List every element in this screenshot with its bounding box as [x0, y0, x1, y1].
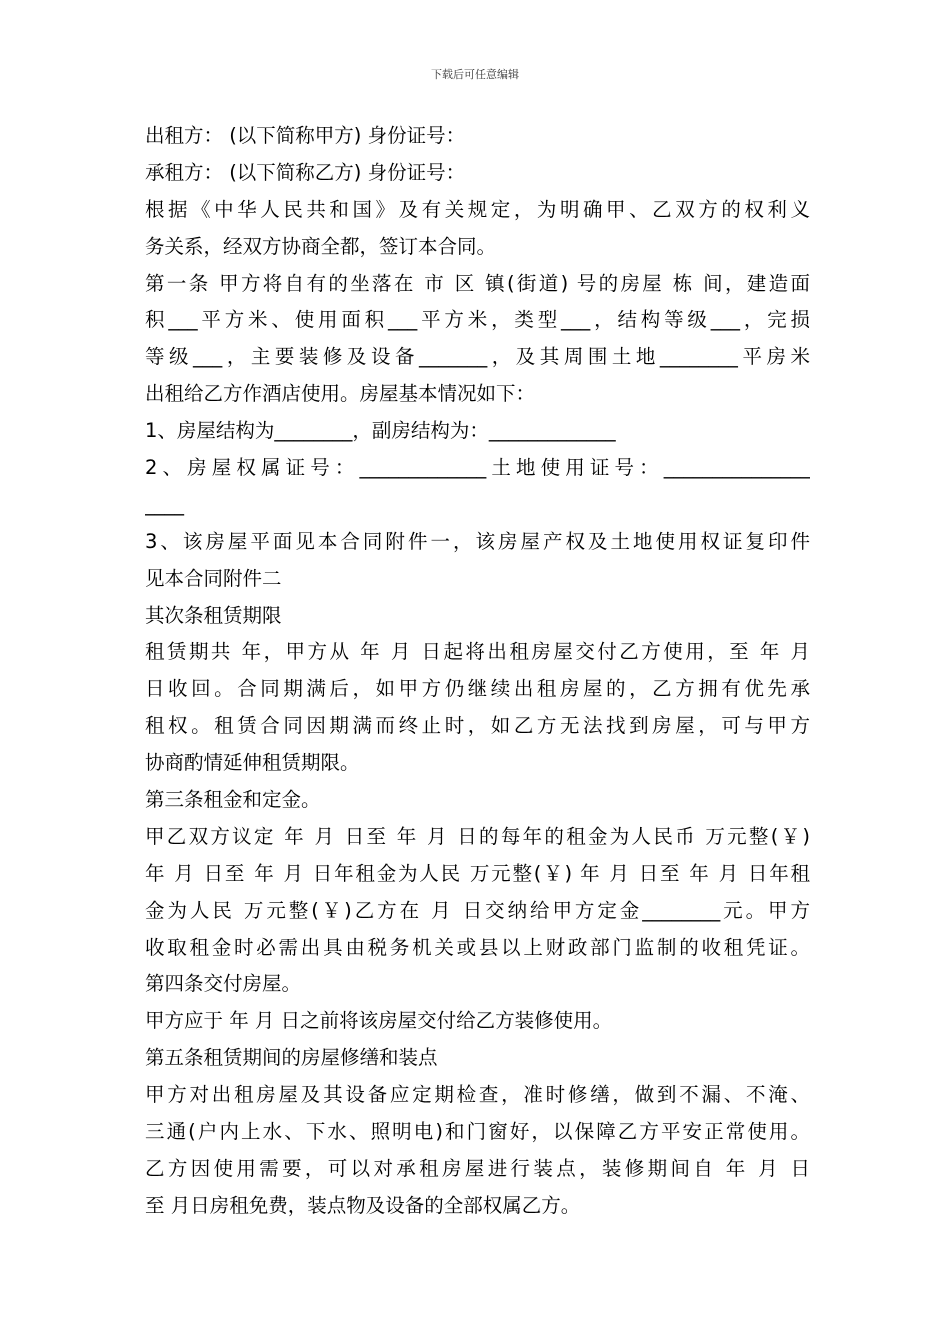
text-line: 协商酌情延伸租赁期限。 — [145, 751, 360, 775]
text-line: 出租给乙方作酒店使用。房屋基本情况如下： — [145, 382, 536, 406]
contract-body — [145, 118, 810, 1225]
text-line: 乙方因使用需要，可以对承租房屋进行装点，装修期间自 年 月 日 — [145, 1156, 810, 1180]
text-line: 第五条租赁期间的房屋修缮和装点 — [145, 1046, 438, 1070]
text-line: 至 月日房租免费，装点物及设备的全部权属乙方。 — [145, 1193, 581, 1217]
text-line: 务关系，经双方协商全都，签订本合同。 — [145, 234, 497, 258]
text-line: 3、该房屋平面见本合同附件一，该房屋产权及土地使用权证复印件 — [145, 529, 810, 553]
text-line: 金为人民 万元整(￥)乙方在 月 日交纳给甲方定金________元。甲方 — [145, 898, 810, 922]
text-line: 2、房屋权属证号：_____________土地使用证号：_______________ — [145, 456, 810, 480]
text-line: 第四条交付房屋。 — [145, 972, 302, 996]
text-line: 租赁期共 年，甲方从 年 月 日起将出租房屋交付乙方使用，至 年 月 — [145, 640, 810, 664]
text-line: 租权。租赁合同因期满而终止时，如乙方无法找到房屋，可与甲方 — [145, 714, 810, 738]
text-line: 三通(户内上水、下水、照明电)和门窗好，以保障乙方平安正常使用。 — [145, 1120, 810, 1144]
text-line: ____ — [145, 492, 184, 516]
text-line: 收取租金时必需出具由税务机关或县以上财政部门监制的收租凭证。 — [145, 935, 810, 959]
text-line: 1、房屋结构为________，副房结构为：_____________ — [145, 419, 616, 443]
text-line: 第一条 甲方将自有的坐落在 市 区 镇(街道) 号的房屋 栋 间，建造面 — [145, 271, 810, 295]
text-line: 积___平方米、使用面积___平方米，类型___，结构等级___，完损 — [145, 308, 810, 332]
text-line: 出租方： (以下简称甲方) 身份证号： — [145, 124, 466, 147]
header-note: 下载后可任意编辑 — [431, 68, 519, 81]
text-line: 甲方应于 年 月 日之前将该房屋交付给乙方装修使用。 — [145, 1009, 613, 1033]
text-line: 根据《中华人民共和国》及有关规定，为明确甲、乙双方的权利义 — [145, 197, 810, 221]
text-line: 甲乙双方议定 年 月 日至 年 月 日的每年的租金为人民币 万元整(￥) — [145, 824, 810, 848]
text-line: 等级___，主要装修及设备_______，及其周围土地________平房米 — [145, 345, 810, 369]
text-line: 第三条租金和定金。 — [145, 788, 321, 812]
text-line: 承租方： (以下简称乙方) 身份证号： — [145, 160, 466, 184]
text-line: 甲方对出租房屋及其设备应定期检查，准时修缮，做到不漏、不淹、 — [145, 1083, 810, 1107]
text-line: 年 月 日至 年 月 日年租金为人民 万元整(￥) 年 月 日至 年 月 日年租 — [145, 861, 810, 885]
text-line: 见本合同附件二 — [145, 566, 282, 590]
text-line: 日收回。合同期满后，如甲方仍继续出租房屋的，乙方拥有优先承 — [145, 677, 810, 701]
text-line: 其次条租赁期限 — [145, 603, 282, 627]
